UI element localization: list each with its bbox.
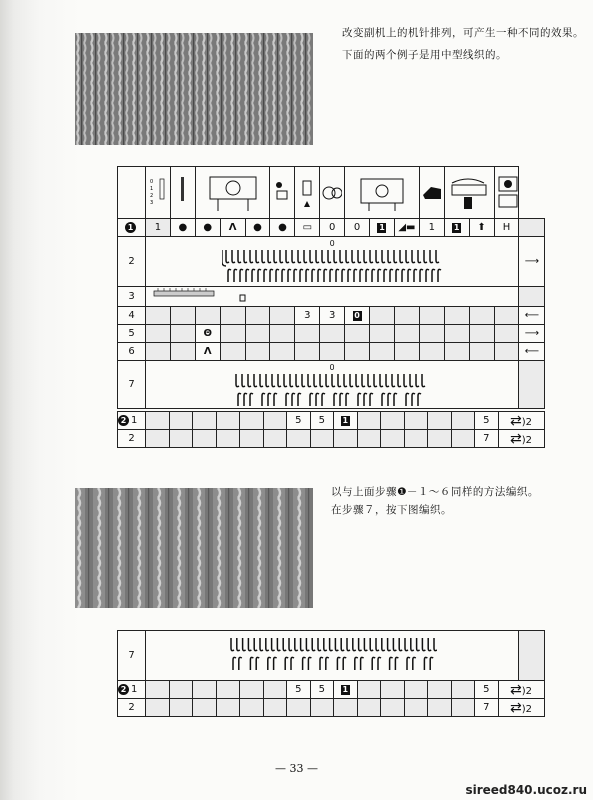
intro-line-2: 下面的两个例子是用中型线织的。	[342, 49, 507, 61]
needle-mark	[254, 638, 257, 651]
ribber-needle-mark	[288, 269, 291, 282]
second-line-2: 在步骤７，按下图编织。	[331, 504, 452, 516]
needle-mark	[278, 374, 281, 387]
ribber-needle-mark	[291, 657, 294, 670]
needle-mark	[248, 638, 251, 651]
chart-cell: Λ	[220, 219, 245, 237]
watermark: sireed840.ucoz.ru	[465, 783, 587, 797]
needle-arrangement-7	[232, 372, 432, 406]
needle-mark	[312, 638, 315, 651]
weight-icon	[320, 167, 345, 219]
needle-mark	[386, 374, 389, 387]
ribber-needle-mark	[395, 657, 398, 670]
needle-mark	[289, 638, 292, 651]
row-label: 2 1	[118, 681, 146, 699]
needle-mark	[346, 250, 349, 263]
needle-mark	[347, 638, 350, 651]
ribber-needle-mark	[310, 393, 313, 406]
ribber-needle-mark	[336, 269, 339, 282]
svg-text:0: 0	[149, 178, 154, 185]
needle-mark	[320, 374, 323, 387]
ribber-needle-mark	[228, 269, 231, 282]
needle-mark	[352, 250, 355, 263]
needle-mark	[306, 638, 309, 651]
needle-mark	[400, 250, 403, 263]
page-number: — 33 —	[275, 762, 318, 775]
needle-mark	[428, 638, 431, 651]
ribber-needle-mark	[390, 269, 393, 282]
knitting-chart-main	[117, 166, 545, 361]
needle-diagram	[146, 631, 519, 681]
needle-mark	[266, 638, 269, 651]
ribber-needle-mark	[326, 657, 329, 670]
needle-mark	[332, 374, 335, 387]
knitting-chart-row7	[117, 360, 545, 409]
knit-swatch-top	[75, 33, 313, 145]
ribber-needle-mark	[258, 269, 261, 282]
needle-mark	[382, 638, 385, 651]
chart-cell	[519, 287, 545, 307]
needle-mark	[326, 374, 329, 387]
chart-cell: Λ	[195, 343, 220, 361]
needle-mark	[338, 374, 341, 387]
needle-mark	[226, 250, 229, 263]
ribber-needle-mark	[438, 269, 441, 282]
needle-mark	[350, 374, 353, 387]
ribber-needle-mark	[394, 393, 397, 406]
ribber-needle-mark	[322, 393, 325, 406]
needle-mark	[266, 374, 269, 387]
ribber-needle-mark	[426, 269, 429, 282]
ribber-needle-mark	[407, 657, 410, 670]
ribber-needle-mark	[402, 269, 405, 282]
needle-mark	[398, 374, 401, 387]
direction-arrow: ⟶	[519, 325, 545, 343]
ribber-needle-mark	[320, 657, 323, 670]
needle-mark	[301, 638, 304, 651]
chart-cell: 1	[444, 219, 469, 237]
needle-diagram	[146, 237, 519, 287]
ribber-needle-mark	[388, 393, 391, 406]
row-label	[118, 219, 146, 237]
chart-cell: 5	[310, 681, 334, 699]
needle-mark	[284, 374, 287, 387]
needle-mark	[260, 374, 263, 387]
chart-cell: ●	[245, 219, 270, 237]
needle-mark	[382, 250, 385, 263]
chart-cell: 5	[310, 412, 334, 430]
needle-mark	[256, 250, 259, 263]
ribber-needle-mark	[372, 269, 375, 282]
needle-mark	[250, 250, 253, 263]
ribber-needle-mark	[355, 657, 358, 670]
chart-cell: 3	[320, 307, 345, 325]
chart-cell: 1	[334, 681, 358, 699]
ribber-needle-mark	[282, 269, 285, 282]
ribber-needle-mark	[256, 657, 259, 670]
ribber-needle-mark	[264, 269, 267, 282]
racking-icon	[444, 167, 494, 219]
needle-mark	[283, 638, 286, 651]
needle-mark	[304, 250, 307, 263]
intro-text	[342, 22, 584, 66]
needle-mark	[232, 250, 235, 263]
ribber-needle-mark	[292, 393, 295, 406]
ribber-needle-mark	[358, 393, 361, 406]
row-label: 4	[118, 307, 146, 325]
ribber-needle-mark	[294, 269, 297, 282]
needle-diagram	[146, 361, 519, 409]
chart-cell: 1	[334, 412, 358, 430]
needle-mark	[434, 638, 437, 651]
chart-cell: 1	[419, 219, 444, 237]
needle-mark	[412, 250, 415, 263]
chart-cell: 0	[320, 219, 345, 237]
knitting-chart-section2	[117, 411, 545, 448]
needle-mark	[236, 374, 239, 387]
ribber-needle-mark	[372, 657, 375, 670]
needle-mark	[399, 638, 402, 651]
selector-icon	[170, 167, 195, 219]
needle-mark	[316, 250, 319, 263]
needle-mark	[272, 638, 275, 651]
needle-mark	[328, 250, 331, 263]
chart-cell: ●	[270, 219, 295, 237]
chart-cell: H	[494, 219, 519, 237]
ribber-needle-mark	[430, 657, 433, 670]
ribber-needle-mark	[424, 657, 427, 670]
chart-cell	[146, 307, 171, 325]
ribber-needle-mark	[270, 269, 273, 282]
needle-mark	[388, 638, 391, 651]
ribber-needle-mark	[346, 393, 349, 406]
ribber-needle-mark	[414, 269, 417, 282]
chart-row-5	[118, 325, 545, 343]
ribber-needle-mark	[240, 269, 243, 282]
ribber-needle-mark	[343, 657, 346, 670]
knitting-chart-variant	[117, 630, 545, 681]
ribber-needle-mark	[239, 657, 242, 670]
tension-dial-icon	[195, 167, 270, 219]
needle-mark	[324, 638, 327, 651]
ribber-needle-mark	[334, 393, 337, 406]
needle-position-icon	[295, 167, 320, 219]
needle-mark	[370, 250, 373, 263]
needle-mark	[362, 374, 365, 387]
needle-mark	[248, 374, 251, 387]
needle-mark	[334, 250, 337, 263]
needle-mark	[318, 638, 321, 651]
chart-row-4	[118, 307, 545, 325]
needle-arrangement-variant	[227, 636, 437, 676]
needle-mark	[298, 250, 301, 263]
needle-mark	[388, 250, 391, 263]
needle-mark	[322, 250, 325, 263]
ribber-needle-mark	[413, 657, 416, 670]
chart-row-1	[118, 219, 545, 237]
needle-mark	[416, 374, 419, 387]
section-marker: 1	[125, 222, 136, 233]
chart-cell: 0	[345, 307, 370, 325]
needle-mark	[268, 250, 271, 263]
hand-icon	[419, 167, 444, 219]
ribber-dial-icon	[345, 167, 420, 219]
needle-mark	[364, 250, 367, 263]
repeat-arrow: ⇄)2	[498, 430, 544, 448]
carriage-settings-icon	[146, 167, 171, 219]
knit-texture	[75, 33, 313, 145]
row-label: 2 1	[118, 412, 146, 430]
ribber-needle-mark	[382, 393, 385, 406]
chart-cell: 5	[287, 412, 311, 430]
needle-mark	[376, 250, 379, 263]
chart-cell: ⬆	[469, 219, 494, 237]
needle-mark	[341, 638, 344, 651]
ribber-needle-mark	[234, 269, 237, 282]
needle-mark	[242, 374, 245, 387]
section-marker: 2	[118, 684, 129, 695]
needle-mark	[417, 638, 420, 651]
ribber-needle-mark	[396, 269, 399, 282]
needle-mark	[411, 638, 414, 651]
chart-cell: 5	[287, 681, 311, 699]
needle-mark	[290, 374, 293, 387]
chart-cell: ▭	[295, 219, 320, 237]
section2-row-1	[118, 412, 545, 430]
needle-mark	[272, 374, 275, 387]
chart-cell	[519, 219, 545, 237]
needle-mark	[418, 250, 421, 263]
ribber-needle-mark	[330, 269, 333, 282]
ribber-needle-mark	[233, 657, 236, 670]
row-label: 2	[118, 237, 146, 287]
section2-row-2	[118, 430, 545, 448]
needle-mark	[364, 638, 367, 651]
needle-mark	[238, 250, 241, 263]
ribber-needle-mark	[276, 269, 279, 282]
needle-mark	[404, 374, 407, 387]
needle-mark	[370, 638, 373, 651]
ribber-needle-mark	[364, 393, 367, 406]
chart-cell: 5	[475, 412, 499, 430]
ribber-needle-mark	[285, 657, 288, 670]
ribber-needle-mark	[268, 657, 271, 670]
needle-mark	[335, 638, 338, 651]
ribber-needle-mark	[238, 393, 241, 406]
needle-mark	[308, 374, 311, 387]
ribber-needle-mark	[361, 657, 364, 670]
section-marker: 2	[118, 415, 129, 426]
ribber-needle-mark	[274, 657, 277, 670]
ribber-needle-mark	[252, 269, 255, 282]
needle-mark	[274, 250, 277, 263]
ribber-needle-mark	[418, 393, 421, 406]
needle-mark	[424, 250, 427, 263]
repeat-arrow: ⇄)2	[498, 412, 544, 430]
ribber-needle-mark	[340, 393, 343, 406]
ribber-needle-mark	[316, 393, 319, 406]
ribber-needle-mark	[420, 269, 423, 282]
needle-mark	[330, 638, 333, 651]
ribber-needle-mark	[337, 657, 340, 670]
svg-text:1: 1	[149, 185, 154, 192]
chart-row-3	[118, 287, 545, 307]
ribber-needle-mark	[390, 657, 393, 670]
needle-mark	[302, 374, 305, 387]
needle-mark	[280, 250, 283, 263]
cast-on-comb-icon	[152, 287, 272, 303]
ribber-needle-mark	[306, 269, 309, 282]
row-label: 6	[118, 343, 146, 361]
ribber-needle-mark	[298, 393, 301, 406]
needle-mark	[392, 374, 395, 387]
knit-texture	[75, 488, 313, 608]
ribber-needle-mark	[370, 393, 373, 406]
chart-cell: Θ	[195, 325, 220, 343]
intro-line-1: 改变副机上的机针排列，可产生一种不同的效果。	[342, 27, 584, 39]
ribber-needle-mark	[412, 393, 415, 406]
ribber-needle-mark	[384, 269, 387, 282]
second-line-1: 以与上面步骤❶－１～６同样的方法编织。	[331, 486, 539, 498]
row-label: 3	[118, 287, 146, 307]
needle-arrangement	[222, 248, 442, 284]
row-label: 2	[118, 699, 146, 717]
needle-mark	[356, 374, 359, 387]
ribber-needle-mark	[348, 269, 351, 282]
ribber-needle-mark	[303, 657, 306, 670]
chart-row-2	[118, 237, 545, 287]
chart-header-row	[118, 167, 545, 219]
knit-swatch-bottom	[75, 488, 313, 608]
needle-mark	[277, 638, 280, 651]
ribber-needle-mark	[408, 269, 411, 282]
carriage-direction-icon	[494, 167, 519, 219]
direction-arrow: ⟶	[519, 237, 545, 287]
needle-mark	[254, 374, 257, 387]
row-step: 1	[146, 219, 171, 237]
needle-mark	[368, 374, 371, 387]
needle-center-mark: 0	[329, 362, 335, 372]
chart-cell: 7	[475, 699, 499, 717]
ribber-needle-mark	[308, 657, 311, 670]
row-label: 2	[118, 430, 146, 448]
ribber-needle-mark	[268, 393, 271, 406]
needle-mark	[314, 374, 317, 387]
needle-mark	[286, 250, 289, 263]
needle-mark	[243, 638, 246, 651]
needle-mark	[374, 374, 377, 387]
needle-mark	[244, 250, 247, 263]
needle-mark	[344, 374, 347, 387]
needle-mark	[262, 250, 265, 263]
needle-mark	[436, 250, 439, 263]
needle-mark	[340, 250, 343, 263]
svg-text:3: 3	[149, 199, 154, 206]
needle-mark	[359, 638, 362, 651]
ribber-needle-mark	[250, 657, 253, 670]
ribber-needle-mark	[378, 657, 381, 670]
ribber-needle-mark	[246, 269, 249, 282]
ribber-needle-mark	[250, 393, 253, 406]
ribber-needle-mark	[262, 393, 265, 406]
ribber-needle-mark	[286, 393, 289, 406]
needle-mark	[394, 250, 397, 263]
needle-mark	[430, 250, 433, 263]
ribber-needle-mark	[366, 269, 369, 282]
variant-row-2	[118, 699, 545, 717]
needle-mark	[376, 638, 379, 651]
repeat-arrow: ⇄)2	[498, 681, 544, 699]
needle-mark	[410, 374, 413, 387]
needle-mark	[406, 250, 409, 263]
direction-arrow: ⟵	[519, 343, 545, 361]
chart-cell: ◢▬	[394, 219, 419, 237]
second-text	[331, 483, 539, 519]
ribber-needle-mark	[354, 269, 357, 282]
row-label: 5	[118, 325, 146, 343]
ribber-needle-mark	[432, 269, 435, 282]
chart-cell: 0	[345, 219, 370, 237]
needle-mark	[405, 638, 408, 651]
comb-diagram	[146, 287, 519, 307]
needle-mark	[296, 374, 299, 387]
needle-mark	[353, 638, 356, 651]
needle-mark	[310, 250, 313, 263]
lever-icon	[270, 167, 295, 219]
needle-mark	[292, 250, 295, 263]
ribber-needle-mark	[312, 269, 315, 282]
knitting-chart-section2-variant	[117, 680, 545, 717]
needle-mark	[380, 374, 383, 387]
needle-mark	[422, 638, 425, 651]
repeat-arrow: ⇄)2	[498, 699, 544, 717]
row-label: 7	[118, 361, 146, 409]
chart-cell: 1	[370, 219, 395, 237]
ribber-needle-mark	[360, 269, 363, 282]
ribber-needle-mark	[274, 393, 277, 406]
ribber-needle-mark	[244, 393, 247, 406]
row-label: 7	[118, 631, 146, 681]
variant-row-1	[118, 681, 545, 699]
needle-mark	[422, 374, 425, 387]
ribber-needle-mark	[406, 393, 409, 406]
ribber-needle-mark	[342, 269, 345, 282]
chart-row-6	[118, 343, 545, 361]
ribber-needle-mark	[378, 269, 381, 282]
needle-center-mark: 0	[329, 238, 335, 248]
chart-cell: 5	[475, 681, 499, 699]
needle-mark	[393, 638, 396, 651]
needle-mark	[260, 638, 263, 651]
needle-mark	[358, 250, 361, 263]
ribber-needle-mark	[324, 269, 327, 282]
chart-cell: 3	[295, 307, 320, 325]
svg-text:2: 2	[149, 192, 154, 199]
chart-cell: ●	[170, 219, 195, 237]
ribber-needle-mark	[300, 269, 303, 282]
chart-cell: ●	[195, 219, 220, 237]
chart-cell: 7	[475, 430, 499, 448]
needle-mark	[231, 638, 234, 651]
needle-mark	[237, 638, 240, 651]
ribber-needle-mark	[318, 269, 321, 282]
direction-arrow: ⟵	[519, 307, 545, 325]
needle-mark	[295, 638, 298, 651]
